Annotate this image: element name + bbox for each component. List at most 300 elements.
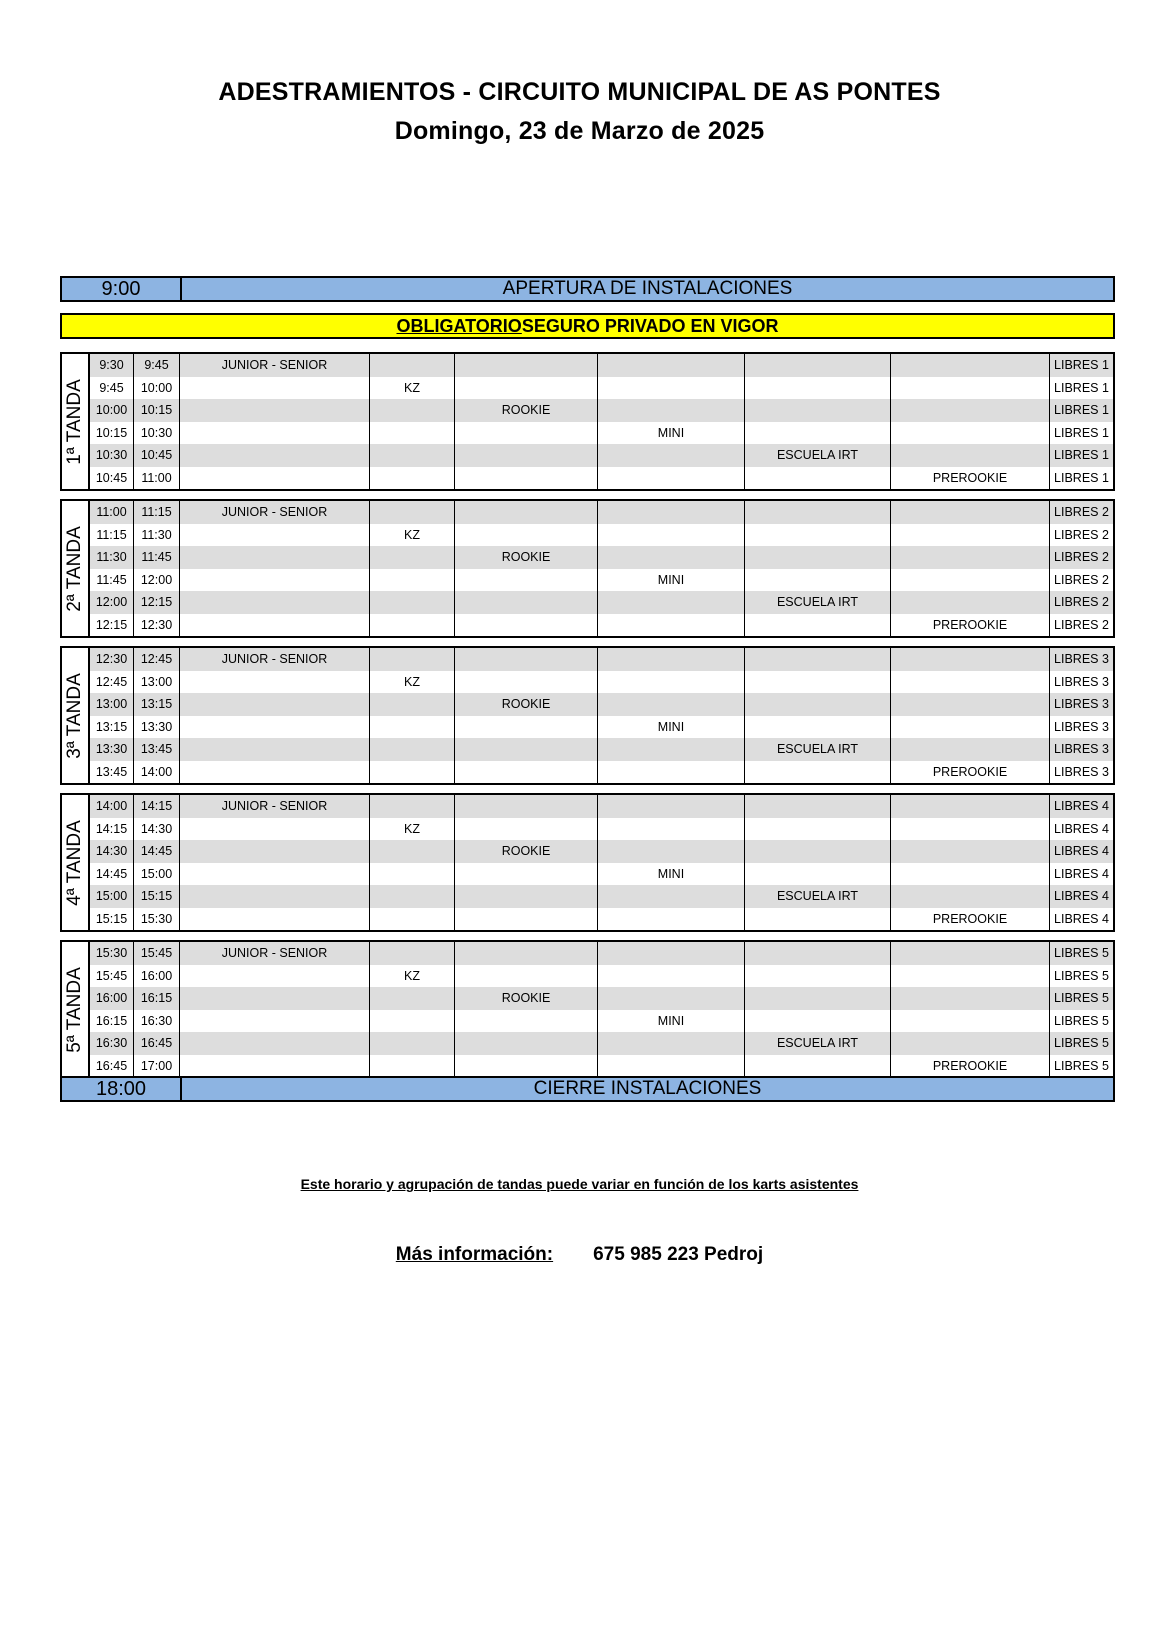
end-time: 11:15 (134, 501, 180, 524)
empty-cell (370, 399, 455, 422)
empty-cell (598, 738, 745, 761)
empty-cell (180, 1055, 370, 1078)
libres-cell: LIBRES 5 (1054, 946, 1109, 961)
schedule-row (90, 840, 1113, 863)
end-time: 15:15 (134, 885, 180, 908)
end-time: 13:00 (134, 671, 180, 694)
empty-cell (455, 1055, 598, 1078)
start-time: 11:15 (90, 524, 134, 547)
empty-cell (455, 591, 598, 614)
empty-cell (180, 738, 370, 761)
empty-cell (370, 501, 455, 524)
libres-cell: LIBRES 2 (1054, 617, 1109, 632)
libres-cell: LIBRES 1 (1054, 470, 1109, 485)
tanda-label-text: 3ª TANDA (64, 672, 85, 759)
empty-cell (745, 942, 891, 965)
empty-cell (370, 546, 455, 569)
end-time: 17:00 (134, 1055, 180, 1078)
empty-cell (370, 1010, 455, 1033)
start-time: 12:15 (90, 614, 134, 637)
empty-cell (745, 614, 891, 637)
tanda-label (62, 648, 90, 783)
schedule-row (90, 354, 1113, 377)
category-cell: MINI (598, 1010, 745, 1033)
schedule-row (90, 467, 1113, 490)
empty-cell (598, 377, 745, 400)
end-time: 14:45 (134, 840, 180, 863)
schedule-row (90, 422, 1113, 445)
empty-cell (891, 716, 1050, 739)
libres-cell: LIBRES 5 (1054, 1036, 1109, 1051)
libres-cell: LIBRES 5 (1054, 1013, 1109, 1028)
empty-cell (370, 908, 455, 931)
schedule-row (90, 818, 1113, 841)
empty-cell (370, 614, 455, 637)
empty-cell (370, 1055, 455, 1078)
start-time: 9:30 (90, 354, 134, 377)
start-time: 10:30 (90, 444, 134, 467)
empty-cell (598, 795, 745, 818)
empty-cell (180, 693, 370, 716)
schedule-row (90, 399, 1113, 422)
libres-cell: LIBRES 4 (1054, 799, 1109, 814)
empty-cell (180, 591, 370, 614)
libres-cell: LIBRES 3 (1054, 652, 1109, 667)
empty-cell (455, 738, 598, 761)
start-time: 15:00 (90, 885, 134, 908)
empty-cell (598, 761, 745, 784)
empty-cell (891, 422, 1050, 445)
empty-cell (370, 863, 455, 886)
empty-cell (455, 885, 598, 908)
category-cell: KZ (370, 818, 455, 841)
empty-cell (745, 501, 891, 524)
empty-cell (598, 885, 745, 908)
empty-cell (891, 501, 1050, 524)
empty-cell (598, 467, 745, 490)
empty-cell (598, 942, 745, 965)
empty-cell (891, 885, 1050, 908)
empty-cell (891, 377, 1050, 400)
empty-cell (455, 377, 598, 400)
empty-cell (180, 863, 370, 886)
end-time: 12:45 (134, 648, 180, 671)
tanda-block (60, 940, 1115, 1079)
start-time: 12:45 (90, 671, 134, 694)
end-time: 14:00 (134, 761, 180, 784)
schedule-row (90, 524, 1113, 547)
empty-cell (180, 987, 370, 1010)
empty-cell (745, 987, 891, 1010)
end-time: 12:00 (134, 569, 180, 592)
libres-cell: LIBRES 3 (1054, 719, 1109, 734)
category-cell: PREROOKIE (891, 908, 1050, 931)
empty-cell (455, 648, 598, 671)
empty-cell (598, 908, 745, 931)
empty-cell (180, 377, 370, 400)
info-value: 675 985 223 Pedroj (593, 1244, 764, 1265)
tanda-label-text: 5ª TANDA (64, 966, 85, 1053)
tanda-label (62, 795, 90, 930)
empty-cell (745, 399, 891, 422)
libres-cell: LIBRES 1 (1054, 425, 1109, 440)
start-time: 11:00 (90, 501, 134, 524)
empty-cell (745, 818, 891, 841)
end-time: 12:30 (134, 614, 180, 637)
end-time: 14:15 (134, 795, 180, 818)
empty-cell (891, 795, 1050, 818)
tanda-label (62, 354, 90, 489)
category-cell: ESCUELA IRT (745, 1032, 891, 1055)
empty-cell (598, 591, 745, 614)
empty-cell (891, 1032, 1050, 1055)
libres-cell: LIBRES 5 (1054, 1058, 1109, 1073)
page-title: ADESTRAMIENTOS - CIRCUITO MUNICIPAL DE AS PONTES (218, 78, 941, 106)
end-time: 14:30 (134, 818, 180, 841)
closing-banner (60, 1076, 1115, 1102)
category-cell: JUNIOR - SENIOR (180, 648, 370, 671)
empty-cell (891, 1010, 1050, 1033)
category-cell: ROOKIE (455, 546, 598, 569)
start-time: 16:15 (90, 1010, 134, 1033)
empty-cell (180, 840, 370, 863)
end-time: 16:30 (134, 1010, 180, 1033)
start-time: 16:30 (90, 1032, 134, 1055)
libres-cell: LIBRES 3 (1054, 674, 1109, 689)
tanda-label-text: 1ª TANDA (64, 378, 85, 465)
info-label: Más información: (395, 1244, 554, 1265)
end-time: 10:15 (134, 399, 180, 422)
empty-cell (745, 422, 891, 445)
libres-cell: LIBRES 1 (1054, 448, 1109, 463)
empty-cell (891, 591, 1050, 614)
empty-cell (745, 795, 891, 818)
empty-cell (455, 524, 598, 547)
empty-cell (370, 1032, 455, 1055)
tanda-block (60, 352, 1115, 491)
start-time: 10:45 (90, 467, 134, 490)
empty-cell (180, 885, 370, 908)
empty-cell (745, 671, 891, 694)
schedule-row (90, 671, 1113, 694)
empty-cell (745, 569, 891, 592)
schedule-row (90, 377, 1113, 400)
empty-cell (180, 1032, 370, 1055)
schedule-row (90, 863, 1113, 886)
start-time: 11:45 (90, 569, 134, 592)
libres-cell: LIBRES 2 (1054, 505, 1109, 520)
end-time: 13:15 (134, 693, 180, 716)
empty-cell (370, 467, 455, 490)
schedule-row (90, 1032, 1113, 1055)
schedule-row (90, 614, 1113, 637)
footer-note: Este horario y agrupación de tandas puede variar en función de los karts asistentes (300, 1176, 859, 1192)
empty-cell (745, 716, 891, 739)
end-time: 13:45 (134, 738, 180, 761)
tanda-label (62, 501, 90, 636)
empty-cell (370, 693, 455, 716)
start-time: 11:30 (90, 546, 134, 569)
tanda-block (60, 499, 1115, 638)
end-time: 15:00 (134, 863, 180, 886)
schedule-row (90, 987, 1113, 1010)
libres-cell: LIBRES 3 (1054, 764, 1109, 779)
end-time: 11:45 (134, 546, 180, 569)
empty-cell (180, 422, 370, 445)
empty-cell (455, 863, 598, 886)
libres-cell: LIBRES 2 (1054, 550, 1109, 565)
closing-label: CIERRE INSTALACIONES (533, 1078, 762, 1099)
category-cell: KZ (370, 377, 455, 400)
contact-info (0, 1244, 1159, 1266)
start-time: 13:45 (90, 761, 134, 784)
empty-cell (455, 354, 598, 377)
libres-cell: LIBRES 4 (1054, 911, 1109, 926)
empty-cell (180, 546, 370, 569)
start-time: 9:45 (90, 377, 134, 400)
closing-time: 18:00 (62, 1078, 182, 1100)
category-cell: JUNIOR - SENIOR (180, 501, 370, 524)
category-cell: JUNIOR - SENIOR (180, 354, 370, 377)
empty-cell (370, 716, 455, 739)
empty-cell (180, 818, 370, 841)
schedule-row (90, 885, 1113, 908)
category-cell: PREROOKIE (891, 1055, 1050, 1078)
category-cell: ROOKIE (455, 693, 598, 716)
start-time: 13:15 (90, 716, 134, 739)
schedule-row (90, 716, 1113, 739)
empty-cell (891, 444, 1050, 467)
empty-cell (745, 377, 891, 400)
category-cell: PREROOKIE (891, 467, 1050, 490)
start-time: 13:30 (90, 738, 134, 761)
schedule-row (90, 965, 1113, 988)
schedule-row (90, 648, 1113, 671)
end-time: 10:45 (134, 444, 180, 467)
empty-cell (370, 422, 455, 445)
empty-cell (745, 1010, 891, 1033)
empty-cell (180, 965, 370, 988)
end-time: 10:30 (134, 422, 180, 445)
empty-cell (598, 399, 745, 422)
tanda-label-text: 4ª TANDA (64, 819, 85, 906)
start-time: 15:15 (90, 908, 134, 931)
empty-cell (598, 818, 745, 841)
category-cell: JUNIOR - SENIOR (180, 795, 370, 818)
schedule-row (90, 591, 1113, 614)
empty-cell (455, 569, 598, 592)
empty-cell (180, 716, 370, 739)
empty-cell (370, 795, 455, 818)
empty-cell (891, 399, 1050, 422)
empty-cell (370, 569, 455, 592)
schedule-row (90, 546, 1113, 569)
schedule-row (90, 444, 1113, 467)
empty-cell (370, 444, 455, 467)
empty-cell (180, 614, 370, 637)
empty-cell (598, 1055, 745, 1078)
libres-cell: LIBRES 1 (1054, 403, 1109, 418)
tanda-block (60, 646, 1115, 785)
start-time: 14:30 (90, 840, 134, 863)
empty-cell (745, 965, 891, 988)
libres-cell: LIBRES 1 (1054, 380, 1109, 395)
category-cell: MINI (598, 716, 745, 739)
opening-label: APERTURA DE INSTALACIONES (502, 278, 793, 299)
category-cell: ESCUELA IRT (745, 591, 891, 614)
start-time: 10:00 (90, 399, 134, 422)
empty-cell (370, 987, 455, 1010)
category-cell: KZ (370, 671, 455, 694)
schedule-row (90, 693, 1113, 716)
end-time: 11:30 (134, 524, 180, 547)
empty-cell (455, 818, 598, 841)
empty-cell (745, 467, 891, 490)
empty-cell (370, 761, 455, 784)
libres-cell: LIBRES 2 (1054, 595, 1109, 610)
category-cell: PREROOKIE (891, 761, 1050, 784)
empty-cell (891, 738, 1050, 761)
insurance-notice (60, 313, 1115, 339)
empty-cell (891, 546, 1050, 569)
empty-cell (455, 1032, 598, 1055)
tanda-label (62, 942, 90, 1077)
start-time: 16:00 (90, 987, 134, 1010)
empty-cell (598, 965, 745, 988)
schedule-row (90, 795, 1113, 818)
start-time: 15:30 (90, 942, 134, 965)
end-time: 16:00 (134, 965, 180, 988)
empty-cell (180, 524, 370, 547)
empty-cell (455, 614, 598, 637)
empty-cell (891, 354, 1050, 377)
empty-cell (455, 444, 598, 467)
libres-cell: LIBRES 4 (1054, 821, 1109, 836)
empty-cell (745, 1055, 891, 1078)
category-cell: PREROOKIE (891, 614, 1050, 637)
empty-cell (891, 965, 1050, 988)
empty-cell (745, 354, 891, 377)
empty-cell (598, 546, 745, 569)
schedule-row (90, 569, 1113, 592)
empty-cell (455, 908, 598, 931)
category-cell: MINI (598, 863, 745, 886)
empty-cell (891, 863, 1050, 886)
empty-cell (891, 987, 1050, 1010)
category-cell: ROOKIE (455, 840, 598, 863)
start-time: 10:15 (90, 422, 134, 445)
start-time: 15:45 (90, 965, 134, 988)
end-time: 16:15 (134, 987, 180, 1010)
opening-time: 9:00 (62, 278, 182, 300)
category-cell: JUNIOR - SENIOR (180, 942, 370, 965)
category-cell: ESCUELA IRT (745, 885, 891, 908)
schedule-row (90, 908, 1113, 931)
empty-cell (891, 569, 1050, 592)
category-cell: ROOKIE (455, 399, 598, 422)
category-cell: ESCUELA IRT (745, 738, 891, 761)
empty-cell (598, 1032, 745, 1055)
empty-cell (370, 885, 455, 908)
empty-cell (455, 1010, 598, 1033)
empty-cell (891, 818, 1050, 841)
schedule-row (90, 1010, 1113, 1033)
empty-cell (180, 908, 370, 931)
empty-cell (180, 569, 370, 592)
notice-strong: OBLIGATORIO (396, 315, 522, 336)
libres-cell: LIBRES 3 (1054, 697, 1109, 712)
end-time: 11:00 (134, 467, 180, 490)
empty-cell (745, 693, 891, 716)
empty-cell (455, 467, 598, 490)
end-time: 13:30 (134, 716, 180, 739)
empty-cell (370, 942, 455, 965)
schedule-row (90, 501, 1113, 524)
end-time: 15:30 (134, 908, 180, 931)
empty-cell (370, 648, 455, 671)
category-cell: ROOKIE (455, 987, 598, 1010)
start-time: 13:00 (90, 693, 134, 716)
start-time: 14:15 (90, 818, 134, 841)
empty-cell (455, 422, 598, 445)
libres-cell: LIBRES 1 (1054, 358, 1109, 373)
empty-cell (455, 716, 598, 739)
schedule-row (90, 1055, 1113, 1078)
empty-cell (745, 546, 891, 569)
category-cell: ESCUELA IRT (745, 444, 891, 467)
empty-cell (598, 693, 745, 716)
empty-cell (891, 648, 1050, 671)
end-time: 16:45 (134, 1032, 180, 1055)
end-time: 10:00 (134, 377, 180, 400)
empty-cell (370, 840, 455, 863)
schedule-row (90, 738, 1113, 761)
empty-cell (745, 840, 891, 863)
category-cell: MINI (598, 569, 745, 592)
empty-cell (598, 354, 745, 377)
empty-cell (370, 591, 455, 614)
empty-cell (891, 693, 1050, 716)
empty-cell (598, 987, 745, 1010)
empty-cell (455, 501, 598, 524)
opening-banner (60, 276, 1115, 302)
libres-cell: LIBRES 5 (1054, 968, 1109, 983)
empty-cell (598, 614, 745, 637)
libres-cell: LIBRES 2 (1054, 527, 1109, 542)
empty-cell (598, 524, 745, 547)
empty-cell (745, 908, 891, 931)
empty-cell (370, 354, 455, 377)
empty-cell (455, 671, 598, 694)
page-date: Domingo, 23 de Marzo de 2025 (394, 117, 765, 145)
libres-cell: LIBRES 2 (1054, 572, 1109, 587)
start-time: 16:45 (90, 1055, 134, 1078)
libres-cell: LIBRES 5 (1054, 991, 1109, 1006)
empty-cell (891, 671, 1050, 694)
empty-cell (745, 648, 891, 671)
empty-cell (745, 524, 891, 547)
end-time: 9:45 (134, 354, 180, 377)
category-cell: KZ (370, 524, 455, 547)
empty-cell (370, 738, 455, 761)
empty-cell (455, 965, 598, 988)
category-cell: KZ (370, 965, 455, 988)
end-time: 12:15 (134, 591, 180, 614)
libres-cell: LIBRES 4 (1054, 866, 1109, 881)
empty-cell (455, 761, 598, 784)
empty-cell (598, 648, 745, 671)
empty-cell (180, 399, 370, 422)
